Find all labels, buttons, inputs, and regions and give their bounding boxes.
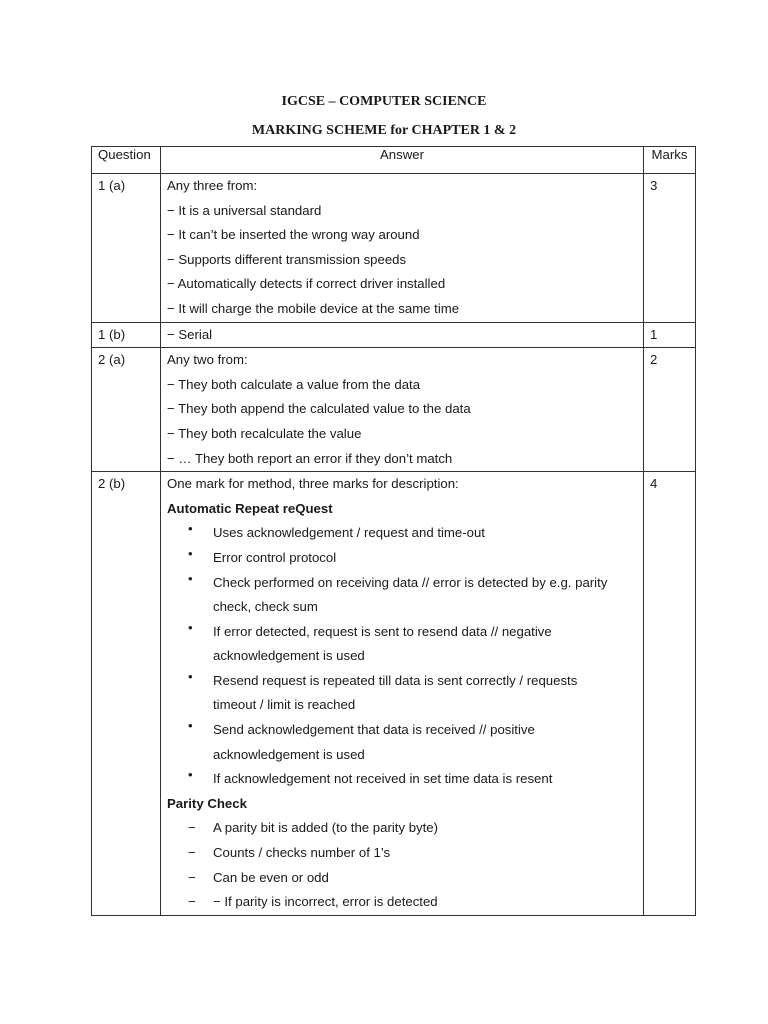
- answer-line: Any two from:: [167, 352, 248, 368]
- dash-item: [167, 890, 637, 915]
- bullet-item: [167, 767, 637, 792]
- bullet-text: timeout / limit is reached: [213, 697, 356, 713]
- marking-scheme-table: [91, 146, 696, 916]
- answer-intro: One mark for method, three marks for description:: [167, 476, 459, 492]
- answer-cell: [161, 322, 644, 348]
- answer-line: − It will charge the mobile device at the same time: [167, 300, 460, 316]
- dash-mark: −: [188, 869, 196, 885]
- bullet-text: acknowledgement is used: [213, 746, 365, 762]
- answer-cell: [161, 174, 644, 323]
- table-row: [92, 174, 696, 323]
- header-marks: Marks: [644, 147, 696, 174]
- bullet-item: [167, 571, 637, 620]
- bullet-text: If error detected, request is sent to resend data // negative: [213, 623, 552, 639]
- bullet-text: Error control protocol: [213, 549, 337, 565]
- bullet-text: acknowledgement is used: [213, 648, 365, 664]
- bullet-item: [167, 718, 637, 767]
- marks-cell: 2: [644, 348, 696, 472]
- question-cell: 1 (b): [92, 322, 161, 348]
- dash-item: [167, 841, 637, 866]
- answer-line: − Supports different transmission speeds: [167, 251, 407, 267]
- bullet-item: [167, 620, 637, 669]
- bullet-item: [167, 546, 637, 571]
- document-subtitle: MARKING SCHEME for CHAPTER 1 & 2: [251, 123, 517, 138]
- dash-text: Can be even or odd: [213, 869, 329, 885]
- answer-line: − Automatically detects if correct driver installed: [167, 276, 446, 292]
- bullet-item: [167, 669, 637, 718]
- marks-cell: 3: [644, 174, 696, 323]
- answer-line: − They both recalculate the value: [167, 425, 362, 441]
- bullet-item: [167, 521, 637, 546]
- header-question: Question: [92, 147, 161, 174]
- answer-line: − It can’t be inserted the wrong way around: [167, 227, 420, 243]
- table-row: [92, 322, 696, 348]
- table-header-row: [92, 147, 696, 174]
- dash-mark: −: [188, 845, 196, 861]
- section-heading-arq: Automatic Repeat reQuest: [167, 500, 333, 516]
- table-row: [92, 472, 696, 916]
- bullet-text: Send acknowledgement that data is received // positive: [213, 722, 535, 738]
- bullet-mark: •: [188, 718, 193, 734]
- bullet-text: Resend request is repeated till data is sent correctly / requests: [213, 672, 578, 688]
- answer-line: Any three from:: [167, 178, 258, 193]
- section-heading-parity: Parity Check: [167, 795, 247, 811]
- bullet-mark: •: [188, 767, 193, 783]
- bullet-text: If acknowledgement not received in set time data is resent: [213, 771, 553, 787]
- marks-cell: 1: [644, 322, 696, 348]
- dash-text: A parity bit is added (to the parity byte): [213, 820, 439, 836]
- dash-item: [167, 816, 637, 841]
- marks-cell: 4: [644, 472, 696, 916]
- answer-line: − … They both report an error if they don’t match: [167, 450, 453, 466]
- answer-line: − They both append the calculated value to the data: [167, 401, 471, 417]
- bullet-mark: •: [188, 619, 193, 635]
- dash-text: Counts / checks number of 1’s: [213, 845, 391, 861]
- bullet-mark: •: [188, 545, 193, 561]
- answer-cell: [161, 348, 644, 472]
- bullet-mark: •: [188, 521, 193, 537]
- dash-text: − If parity is incorrect, error is detected: [213, 894, 438, 910]
- bullet-text: check, check sum: [213, 599, 318, 615]
- question-cell: 1 (a): [92, 174, 161, 323]
- answer-cell: [161, 472, 644, 916]
- question-cell: 2 (a): [92, 348, 161, 472]
- bullet-mark: •: [188, 668, 193, 684]
- answer-line: − It is a universal standard: [167, 202, 322, 218]
- bullet-text: Uses acknowledgement / request and time-out: [213, 525, 485, 541]
- question-cell: 2 (b): [92, 472, 161, 916]
- bullet-mark: •: [188, 570, 193, 586]
- answer-line: − Serial: [167, 326, 213, 342]
- dash-item: [167, 866, 637, 891]
- table-row: [92, 348, 696, 472]
- document-title: IGCSE – COMPUTER SCIENCE: [281, 94, 487, 109]
- header-answer: Answer: [161, 147, 644, 174]
- bullet-text: Check performed on receiving data // error is detected by e.g. parity: [213, 574, 608, 590]
- dash-mark: −: [188, 820, 196, 836]
- answer-line: − They both calculate a value from the data: [167, 376, 421, 392]
- dash-mark: −: [188, 894, 196, 910]
